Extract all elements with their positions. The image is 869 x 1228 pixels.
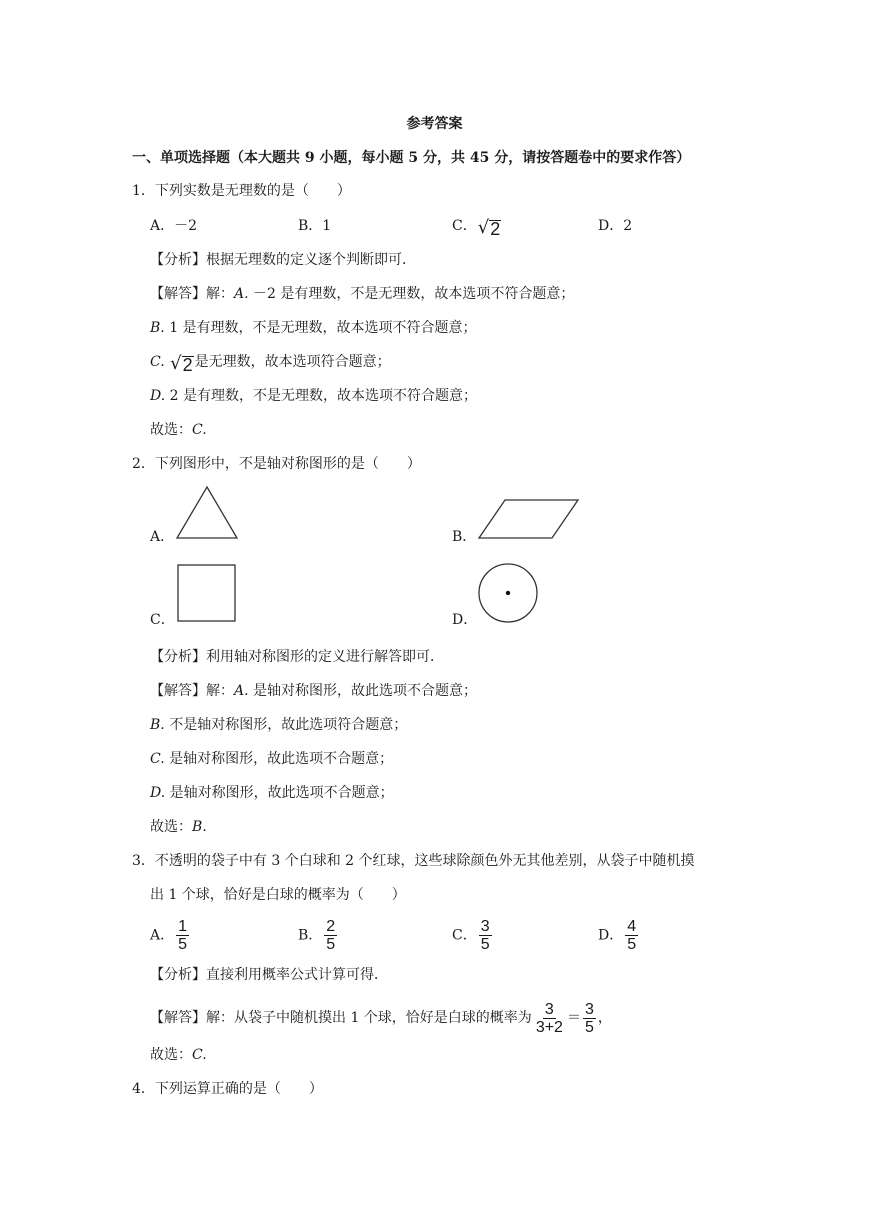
q3-option-b — [298, 918, 339, 953]
triangle-icon — [175, 485, 239, 541]
fraction-numerator: 3 — [480, 918, 490, 935]
fraction-denominator: 5 — [584, 1018, 594, 1036]
q3-option-c — [452, 918, 494, 953]
option-label: A． — [150, 927, 175, 944]
q1-option-c-label: C． — [452, 218, 477, 234]
answer-text: 是轴对称图形，故此选项不合题意； — [253, 683, 478, 699]
q2-answer-b — [150, 715, 407, 735]
option-label: B． — [298, 927, 323, 944]
q3-choice — [150, 1045, 207, 1065]
sqrt-symbol: √ 2 — [477, 217, 501, 239]
q3-stem-line1: 3．不透明的袋子中有 3 个白球和 2 个红球，这些球除颜色外无其他差别，从袋子中随机摸 — [132, 853, 695, 869]
answer-letter: B. — [150, 320, 165, 336]
fraction-numerator: 3 — [544, 1000, 554, 1018]
answer-letter: C. — [150, 751, 165, 767]
equals-sign: ＝ — [566, 1010, 581, 1026]
fraction-numerator: 2 — [326, 918, 336, 935]
q1-answer-c — [150, 352, 391, 374]
choice-lead: 故选： — [150, 1047, 192, 1063]
q1-option-c — [452, 216, 502, 238]
sqrt-radicand: 2 — [182, 355, 193, 375]
fraction — [479, 918, 492, 953]
fraction — [534, 1001, 565, 1036]
q1-option-b: B．1 — [298, 218, 332, 234]
answer-letter: A. — [234, 683, 249, 699]
fraction-denominator: 3+2 — [535, 1018, 563, 1036]
choice-lead: 故选： — [150, 422, 192, 438]
analysis-tag: 【分析】 — [150, 967, 206, 983]
analysis-tag: 【分析】 — [150, 252, 206, 268]
q2-choice — [150, 817, 207, 837]
q1-analysis — [150, 250, 416, 270]
analysis-text: 利用轴对称图形的定义进行解答即可． — [206, 649, 444, 665]
answer-text: 是轴对称图形，故此选项不合题意； — [169, 751, 394, 767]
analysis-tag: 【分析】 — [150, 649, 206, 665]
q2-option-a: A． — [150, 529, 175, 545]
answer-letter: C. — [150, 354, 165, 370]
choice-letter: C. — [192, 1047, 207, 1063]
answer-tag: 【解答】 — [150, 683, 206, 699]
q1-choice — [150, 420, 207, 440]
fraction-numerator: 1 — [178, 918, 188, 935]
q3-answer — [150, 999, 612, 1037]
fraction-numerator: 3 — [584, 1000, 594, 1018]
q2-option-d: D． — [452, 612, 478, 628]
option-label: C． — [452, 927, 477, 944]
q4-stem: 4．下列运算正确的是（ ） — [132, 1081, 323, 1097]
square-icon — [176, 563, 238, 623]
answer-text: 不是轴对称图形，故此选项符合题意； — [169, 717, 408, 733]
fraction-denominator: 5 — [178, 936, 188, 953]
fraction — [324, 918, 337, 953]
fraction-denominator: 5 — [480, 936, 490, 953]
q1-answer-a — [150, 284, 574, 304]
q1-option-d: D．2 — [598, 218, 633, 234]
answer-tail: ， — [597, 1010, 612, 1026]
q1-answer-d — [150, 386, 477, 406]
q2-analysis — [150, 647, 444, 667]
answer-tag: 【解答】 — [150, 1010, 206, 1026]
q2-answer-a — [150, 681, 477, 701]
answer-text: 是轴对称图形，故此选项不合题意； — [169, 785, 394, 801]
sqrt-symbol: √ 2 — [170, 353, 193, 375]
analysis-text: 直接利用概率公式计算可得． — [206, 967, 388, 983]
q2-answer-d — [150, 783, 394, 803]
section-heading: 一、单项选择题（本大题共 9 小题，每小题 5 分，共 45 分，请按答题卷中的要求作答） — [132, 150, 691, 166]
q1-answer-b — [150, 318, 477, 338]
option-label: D． — [598, 927, 624, 944]
answer-text: 是无理数，故本选项符合题意； — [194, 354, 391, 370]
fraction — [625, 918, 638, 953]
answer-text: 2 是有理数，不是无理数，故本选项不符合题意； — [169, 388, 477, 404]
fraction-denominator: 5 — [627, 936, 637, 953]
answer-lead: 解： — [206, 683, 234, 699]
answer-letter: A. — [234, 286, 249, 302]
fraction — [176, 918, 189, 953]
answer-text: 解：从袋子中随机摸出 1 个球，恰好是白球的概率为 — [206, 1010, 532, 1026]
answer-letter: B. — [150, 717, 165, 733]
choice-lead: 故选： — [150, 819, 192, 835]
q1-stem: 1．下列实数是无理数的是（ ） — [132, 183, 351, 199]
choice-letter: B. — [192, 819, 207, 835]
q3-analysis — [150, 965, 388, 985]
parallelogram-icon — [477, 497, 581, 541]
q3-stem-line2: 出 1 个球，恰好是白球的概率为（ ） — [150, 887, 406, 903]
q3-option-d — [598, 918, 640, 953]
page-title: 参考答案 — [406, 116, 463, 132]
sqrt-radicand: 2 — [490, 219, 501, 239]
q2-answer-c — [150, 749, 393, 769]
circle-with-center-icon — [476, 562, 540, 624]
analysis-text: 根据无理数的定义逐个判断即可． — [206, 252, 416, 268]
choice-letter: C. — [192, 422, 207, 438]
answer-text: 1 是有理数，不是无理数，故本选项不符合题意； — [169, 320, 477, 336]
answer-text: －2 是有理数，不是无理数，故本选项不符合题意； — [253, 286, 575, 302]
answer-lead: 解： — [206, 286, 234, 302]
fraction — [583, 1001, 596, 1036]
q2-stem: 2．下列图形中，不是轴对称图形的是（ ） — [132, 456, 421, 472]
answer-tag: 【解答】 — [150, 286, 206, 302]
q3-option-a — [150, 918, 191, 953]
answer-letter: D. — [150, 388, 166, 404]
answer-letter: D. — [150, 785, 166, 801]
fraction-numerator: 4 — [627, 918, 637, 935]
q2-option-c: C． — [150, 612, 175, 628]
fraction-denominator: 5 — [326, 936, 336, 953]
q2-option-b: B． — [452, 529, 477, 545]
q1-option-a: A．－2 — [150, 218, 198, 234]
